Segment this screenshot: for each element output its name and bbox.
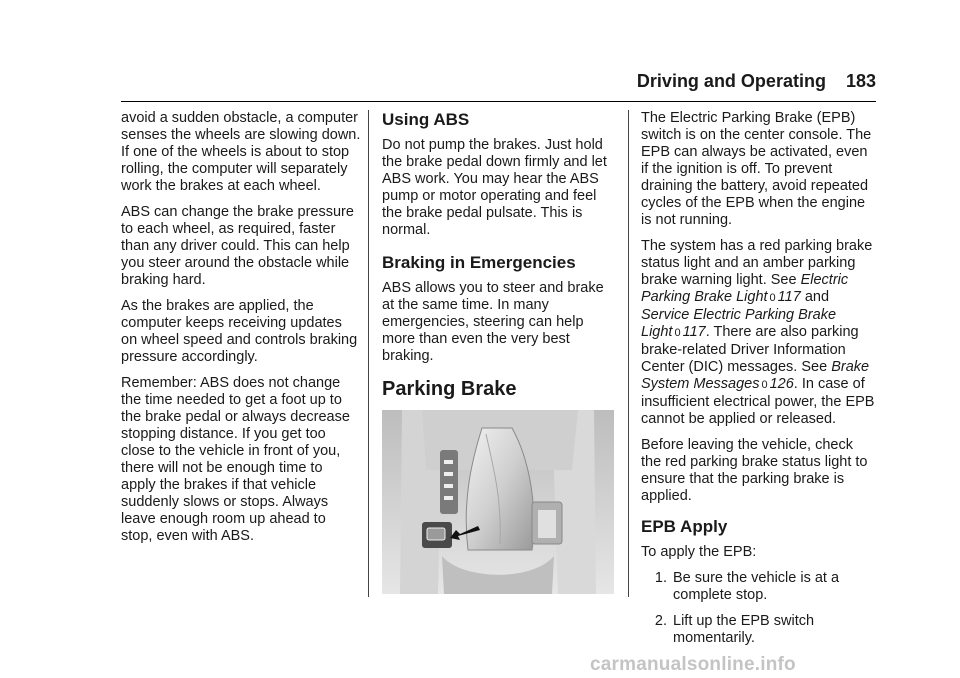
abs-paragraph-2: ABS can change the brake pressure to each wheel, as required, faster than any driver could. This can help you steer around the obstacle while braking hard. [121,204,354,288]
column-3 [641,110,877,656]
parking-brake-heading: Parking Brake [382,378,517,400]
epb-apply-heading: EPB Apply [641,517,728,536]
watermark: carmanualsonline.info [590,654,796,675]
ref-page-2[interactable]: 117 [682,324,706,340]
list-item: 1. Be sure the vehicle is at a complete stop. [654,570,840,603]
abs-paragraph-1: avoid a sudden obstacle, a computer senses the wheels are slowing down. If one of the wheels is about to stop rolling, the computer will separately work the brakes at each wheel. [121,110,361,194]
abs-paragraph-4: Remember: ABS does not change the time needed to get a foot up to the brake pedal or always decrease stopping distance. If you get too close to the vehicle in front of you, there will not be enough time to apply the brakes if that vehicle suddenly slows or stops. Always leave enough room up ahead to stop, even with ABS. [121,375,350,544]
before-leaving-paragraph: Before leaving the vehicle, check the red parking brake status light to ensure that the parking brake is applied. [641,437,868,504]
page-header [620,71,876,92]
epb-apply-steps [641,570,877,647]
header-divider [121,101,876,102]
epb-apply-intro: To apply the EPB: [641,544,757,560]
braking-emergencies-heading: Braking in Emergencies [382,253,576,272]
center-console-photo [382,410,614,594]
ref-electric-parking-brake-light[interactable]: Electric Parking Brake Light [641,272,849,305]
ref-page-1[interactable]: 117 [777,289,801,305]
ref-brake-system-messages[interactable]: Brake System Messages [641,359,870,392]
list-item: 2. Lift up the EPB switch momentarily. [654,613,815,646]
column-1 [121,110,361,554]
ref-page-3[interactable]: 126 [769,376,794,392]
abs-paragraph-3: As the brakes are applied, the computer keeps receiving updates on wheel speed and controls braking pressure accordingly. [121,298,358,365]
page-ref-icon: 0 [674,327,681,339]
using-abs-text: Do not pump the brakes. Just hold the brake pedal down firmly and let ABS work. You may hear the ABS pump or motor operating and feel the brake pedal pulsate. This is normal. [382,137,607,238]
page-number: 183 [845,71,876,91]
braking-emergencies-text: ABS allows you to steer and brake at the same time. In many emergencies, steering can help more than even the very best braking. [382,280,604,364]
column-divider-1 [368,110,369,597]
epb-intro-paragraph: The Electric Parking Brake (EPB) switch is on the center console. The EPB can always be activated, even if the ignition is off. To prevent draining the battery, avoid repeated cycles of the EPB when the engine is not running. [641,110,872,228]
column-divider-2 [628,110,629,597]
section-title: Driving and Operating [636,71,826,91]
ref-service-epb-light[interactable]: Service Electric Parking Brake Light [641,307,837,340]
column-2 [382,110,612,594]
epb-lights-paragraph: The system has a red parking brake status light and an amber parking brake warning light. See Electric Parking Brake Light 0 117 and Service Electric Parking Brake Light 0 117. There are also parking brake-related Driver Information Center (DIC) messages. See Brake System Messages 0 126. In case of insufficient electrical power, the EPB cannot be applied or released. [641,238,875,427]
page-ref-icon: 0 [769,292,776,304]
using-abs-heading: Using ABS [382,110,470,129]
page-ref-icon: 0 [761,379,768,391]
